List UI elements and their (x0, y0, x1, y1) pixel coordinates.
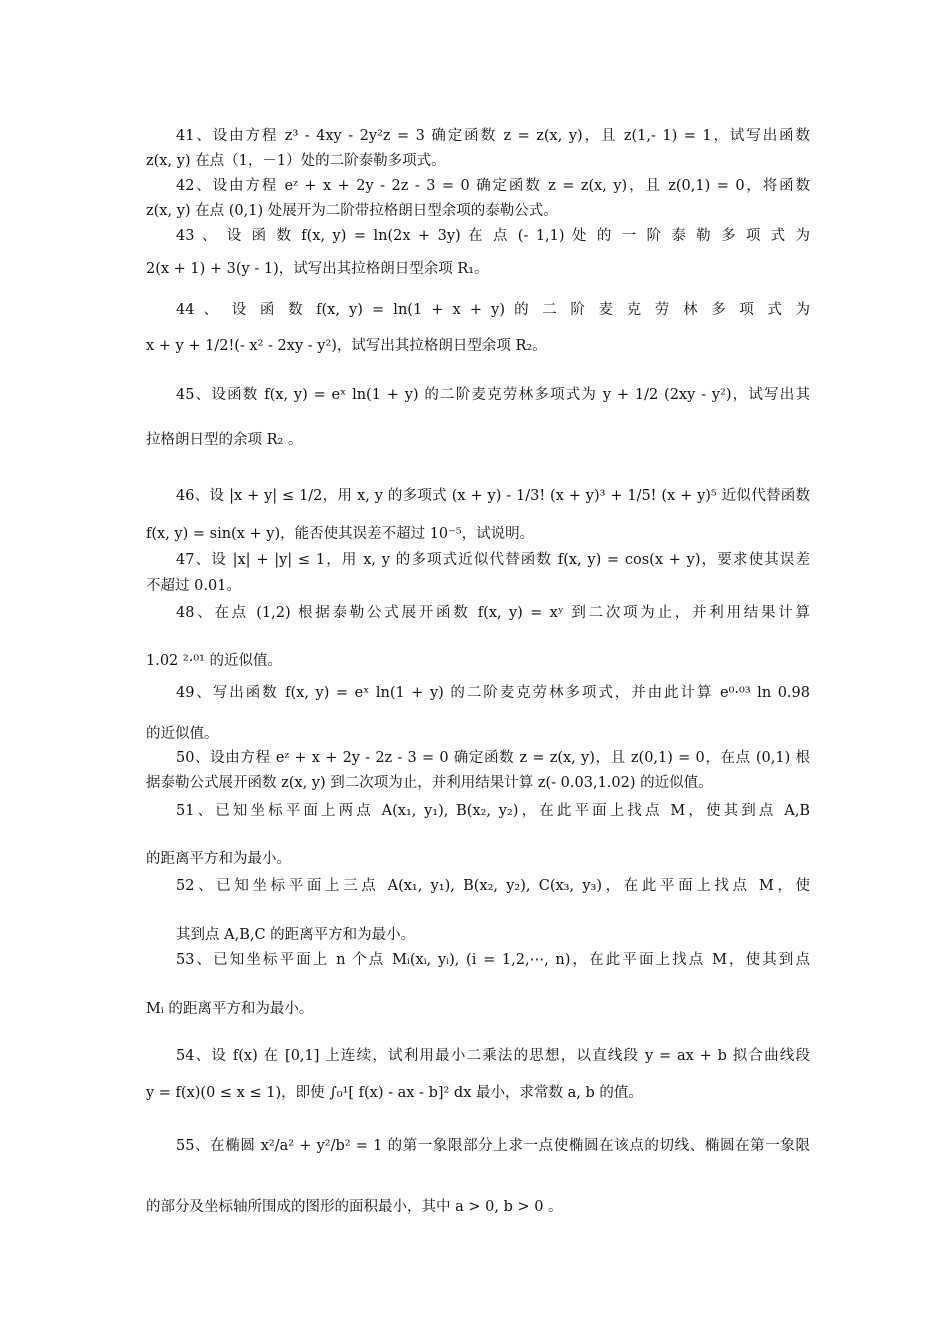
problem-48-line-1: 48、在点 (1,2) 根据泰勒公式展开函数 f(x, y) = xʸ 到二次项为止，并利用结果计算 (176, 605, 810, 621)
problem-52-line-2: 其到点 A,B,C 的距离平方和为最小。 (176, 927, 416, 943)
problem-51-line-2: 的距离平方和为最小。 (146, 851, 291, 867)
problem-54-line-1: 54、设 f(x) 在 [0,1] 上连续，试利用最小二乘法的思想，以直线段 y = ax + b 拟合曲线段 (176, 1048, 810, 1064)
problem-49-line-2: 的近似值。 (146, 726, 219, 742)
problem-55-line-1: 55、在椭圆 x²/a² + y²/b² = 1 的第一象限部分上求一点使椭圆在该点的切线、椭圆在第一象限 (176, 1138, 810, 1154)
problem-43-line-2: 2(x + 1) + 3(y - 1)，试写出其拉格朗日型余项 R₁。 (146, 261, 489, 277)
problem-52-line-1: 52、已知坐标平面上三点 A(x₁, y₁), B(x₂, y₂), C(x₃, y₃)，在此平面上找点 M，使 (176, 878, 810, 894)
problem-53-line-1: 53、已知坐标平面上 n 个点 Mᵢ(xᵢ, yᵢ), (i = 1,2,⋯, n)，在此平面上找点 M，使其到点 (176, 952, 810, 968)
problem-42-line-1: 42、设由方程 eᶻ + x + 2y - 2z - 3 = 0 确定函数 z = z(x, y)，且 z(0,1) = 0，将函数 (176, 178, 810, 194)
problem-50-line-1: 50、设由方程 eᶻ + x + 2y - 2z - 3 = 0 确定函数 z = z(x, y)，且 z(0,1) = 0，在点 (0,1) 根 (176, 750, 810, 766)
problem-50-line-2: 据泰勒公式展开函数 z(x, y) 到二次项为止，并利用结果计算 z(- 0.03,1.02) 的近似值。 (146, 775, 713, 791)
problem-47-line-2: 不超过 0.01。 (146, 578, 241, 594)
problem-45-line-1: 45、设函数 f(x, y) = eˣ ln(1 + y) 的二阶麦克劳林多项式为 y + 1/2 (2xy - y²)，试写出其 (176, 387, 810, 403)
problem-55-line-2: 的部分及坐标轴所围成的图形的面积最小，其中 a > 0, b > 0 。 (146, 1199, 563, 1215)
problem-49-line-1: 49、写出函数 f(x, y) = eˣ ln(1 + y) 的二阶麦克劳林多项式，并由此计算 e⁰·⁰³ ln 0.98 (176, 685, 810, 701)
problem-42-line-2: z(x, y) 在点 (0,1) 处展开为二阶带拉格朗日型余项的泰勒公式。 (146, 203, 558, 219)
problem-44-line-2: x + y + 1/2!(- x² - 2xy - y²)，试写出其拉格朗日型余项 R₂。 (146, 338, 547, 354)
problem-46-line-1: 46、设 |x + y| ≤ 1/2，用 x, y 的多项式 (x + y) - 1/3! (x + y)³ + 1/5! (x + y)⁵ 近似代替函数 (176, 488, 810, 504)
problem-41-line-2: z(x, y) 在点（1，－1）处的二阶泰勒多项式。 (146, 153, 446, 169)
problem-51-line-1: 51、已知坐标平面上两点 A(x₁, y₁), B(x₂, y₂)，在此平面上找点 M，使其到点 A,B (176, 803, 810, 819)
problem-53-line-2: Mᵢ 的距离平方和为最小。 (146, 1001, 314, 1017)
problem-54-line-2: y = f(x)(0 ≤ x ≤ 1)，即使 ∫₀¹[ f(x) - ax - b]² dx 最小，求常数 a, b 的值。 (146, 1085, 643, 1101)
problem-43-line-1: 43 、 设 函 数 f(x, y) = ln(2x + 3y) 在 点 (- 1,1) 处 的 一 阶 泰 勒 多 项 式 为 (176, 228, 810, 244)
problem-45-line-2: 拉格朗日型的余项 R₂ 。 (146, 432, 303, 448)
problem-41-line-1: 41、设由方程 z³ - 4xy - 2y²z = 3 确定函数 z = z(x, y)，且 z(1,- 1) = 1，试写出函数 (176, 128, 810, 144)
problem-44-line-1: 44 、 设 函 数 f(x, y) = ln(1 + x + y) 的 二 阶 麦 克 劳 林 多 项 式 为 (176, 302, 810, 318)
problem-48-line-2: 1.02 ²·⁰¹ 的近似值。 (146, 653, 283, 669)
problem-46-line-2: f(x, y) = sin(x + y)，能否使其误差不超过 10⁻⁵，试说明。 (146, 526, 535, 542)
problem-47-line-1: 47、设 |x| + |y| ≤ 1，用 x, y 的多项式近似代替函数 f(x, y) = cos(x + y)，要求使其误差 (176, 552, 810, 568)
